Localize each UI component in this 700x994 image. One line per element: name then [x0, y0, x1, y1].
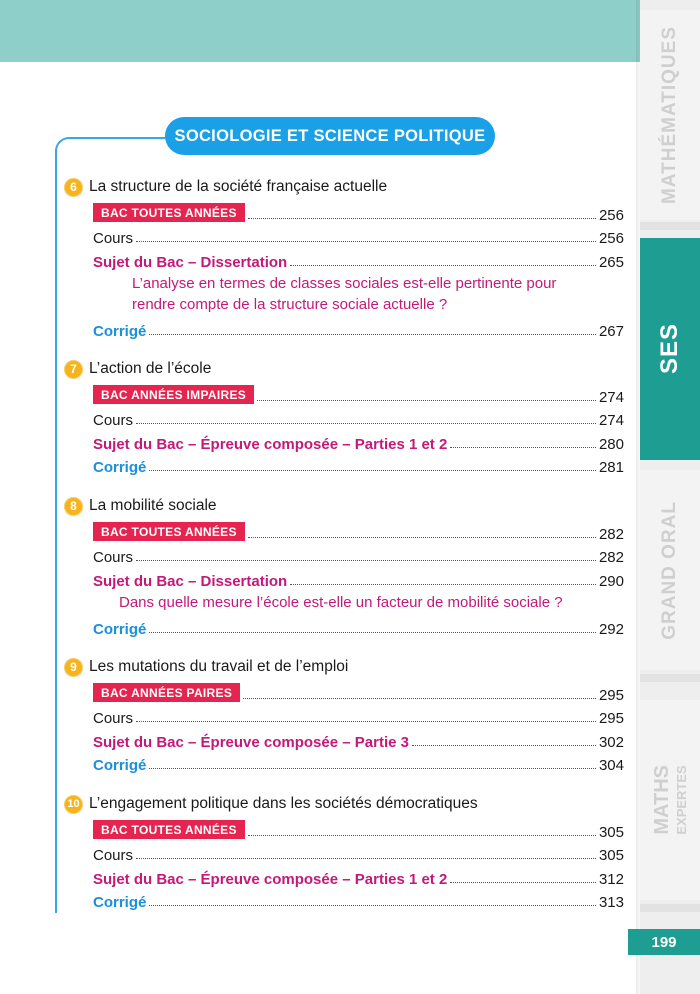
toc-row-corrige[interactable]: [64, 317, 624, 341]
sujet-label: Sujet du Bac – Épreuve composée – Parties 1 et 2: [93, 435, 448, 453]
toc-row-corrige[interactable]: [64, 615, 624, 639]
sujet-label: Sujet du Bac – Épreuve composée – Parties 1 et 2: [93, 870, 448, 888]
cours-label: Cours: [93, 230, 134, 247]
tab-ses-label: SES: [656, 323, 683, 375]
page-ref: 290: [598, 572, 624, 590]
page-ref: 313: [598, 894, 624, 911]
toc-row-corrige[interactable]: [64, 751, 624, 775]
page-ref: 280: [598, 435, 624, 453]
exam-badge: BAC TOUTES ANNÉES: [93, 203, 245, 222]
chapter-title[interactable]: Les mutations du travail et de l’emploi: [89, 658, 349, 675]
cours-label: Cours: [93, 412, 134, 429]
page-ref: 265: [598, 253, 624, 271]
page-ref: 295: [598, 686, 624, 704]
chapter-number-badge: 10: [64, 795, 83, 814]
page-ref: 312: [598, 870, 624, 888]
toc-row-corrige[interactable]: [64, 888, 624, 912]
chapter-title[interactable]: L’engagement politique dans les sociétés démocratiques: [89, 795, 478, 812]
toc-row-cours[interactable]: [64, 224, 624, 248]
exam-badge: BAC TOUTES ANNÉES: [93, 522, 245, 541]
side-tab-rail: [640, 0, 700, 994]
chapter-number-badge: 9: [64, 658, 83, 677]
tab-maths-label: MATHS: [651, 765, 673, 835]
toc-row-cours[interactable]: [64, 406, 624, 430]
toc-row-exam[interactable]: [64, 680, 624, 704]
chapter-title[interactable]: La mobilité sociale: [89, 497, 217, 514]
page-ref: 267: [598, 323, 624, 340]
page-ref: 305: [598, 823, 624, 841]
toc-row-sujet[interactable]: [64, 429, 624, 453]
sujet-question: Dans quelle mesure l’école est-elle un facteur de mobilité sociale ?: [119, 593, 563, 611]
chapter-7: [64, 357, 624, 476]
exam-badge: BAC ANNÉES IMPAIRES: [93, 385, 254, 404]
sujet-label: Sujet du Bac – Dissertation: [93, 253, 288, 271]
chapter-9: [64, 655, 624, 774]
cours-label: Cours: [93, 710, 134, 727]
tab-expertes-label: EXPERTES: [674, 765, 689, 835]
toc-row-sujet[interactable]: [64, 247, 624, 271]
toc-row-corrige[interactable]: [64, 453, 624, 477]
page-ref: 256: [598, 206, 624, 224]
chapter-title[interactable]: L’action de l’école: [89, 360, 212, 377]
chapter-8: [64, 494, 624, 638]
tab-mathematiques[interactable]: [640, 10, 700, 220]
tab-grand-oral[interactable]: [640, 470, 700, 670]
exam-badge: BAC ANNÉES PAIRES: [93, 683, 240, 702]
toc-row-cours[interactable]: [64, 841, 624, 865]
section-title: SOCIOLOGIE ET SCIENCE POLITIQUE: [165, 117, 495, 155]
toc-row-exam[interactable]: [64, 200, 624, 224]
corrige-label: Corrigé: [93, 621, 147, 638]
corrige-label: Corrigé: [93, 894, 147, 911]
page-ref: 304: [598, 757, 624, 774]
toc-row-exam[interactable]: [64, 817, 624, 841]
toc-row-sujet[interactable]: [64, 864, 624, 888]
toc-row-sujet[interactable]: [64, 566, 624, 590]
toc-row-sujet[interactable]: [64, 727, 624, 751]
toc-row-exam[interactable]: [64, 382, 624, 406]
toc-row-exam[interactable]: [64, 519, 624, 543]
chapter-10: [64, 792, 624, 911]
sujet-question: L’analyse en termes de classes sociales est-elle pertinente pour rendre compte de la structure sociale actuelle ?: [132, 274, 557, 313]
chapter-number-badge: 7: [64, 360, 83, 379]
chapter-6: [64, 175, 624, 340]
page-ref: 282: [598, 549, 624, 566]
tab-maths-expertes[interactable]: [640, 700, 700, 900]
corrige-label: Corrigé: [93, 323, 147, 340]
cours-label: Cours: [93, 847, 134, 864]
page-ref: 302: [598, 733, 624, 751]
page-ref: 292: [598, 621, 624, 638]
tab-grand-oral-label: GRAND ORAL: [659, 500, 680, 640]
sujet-label: Sujet du Bac – Épreuve composée – Partie 3: [93, 733, 409, 751]
exam-badge: BAC TOUTES ANNÉES: [93, 820, 245, 839]
corrige-label: Corrigé: [93, 757, 147, 774]
toc-row-cours[interactable]: [64, 704, 624, 728]
tab-mathematiques-label: MATHÉMATIQUES: [659, 25, 680, 204]
page-ref: 274: [598, 412, 624, 429]
page-ref: 282: [598, 525, 624, 543]
chapter-number-badge: 6: [64, 178, 83, 197]
page-number: 199: [628, 929, 700, 955]
tab-ses[interactable]: [640, 238, 700, 460]
chapter-title[interactable]: La structure de la société française actuelle: [89, 178, 388, 195]
corrige-label: Corrigé: [93, 459, 147, 476]
page-ref: 274: [598, 388, 624, 406]
sujet-label: Sujet du Bac – Dissertation: [93, 572, 288, 590]
cours-label: Cours: [93, 549, 134, 566]
page-ref: 305: [598, 847, 624, 864]
chapter-number-badge: 8: [64, 497, 83, 516]
header-band: [0, 0, 640, 62]
page-ref: 281: [598, 459, 624, 476]
page-ref: 256: [598, 230, 624, 247]
toc-row-cours[interactable]: [64, 543, 624, 567]
page-ref: 295: [598, 710, 624, 727]
